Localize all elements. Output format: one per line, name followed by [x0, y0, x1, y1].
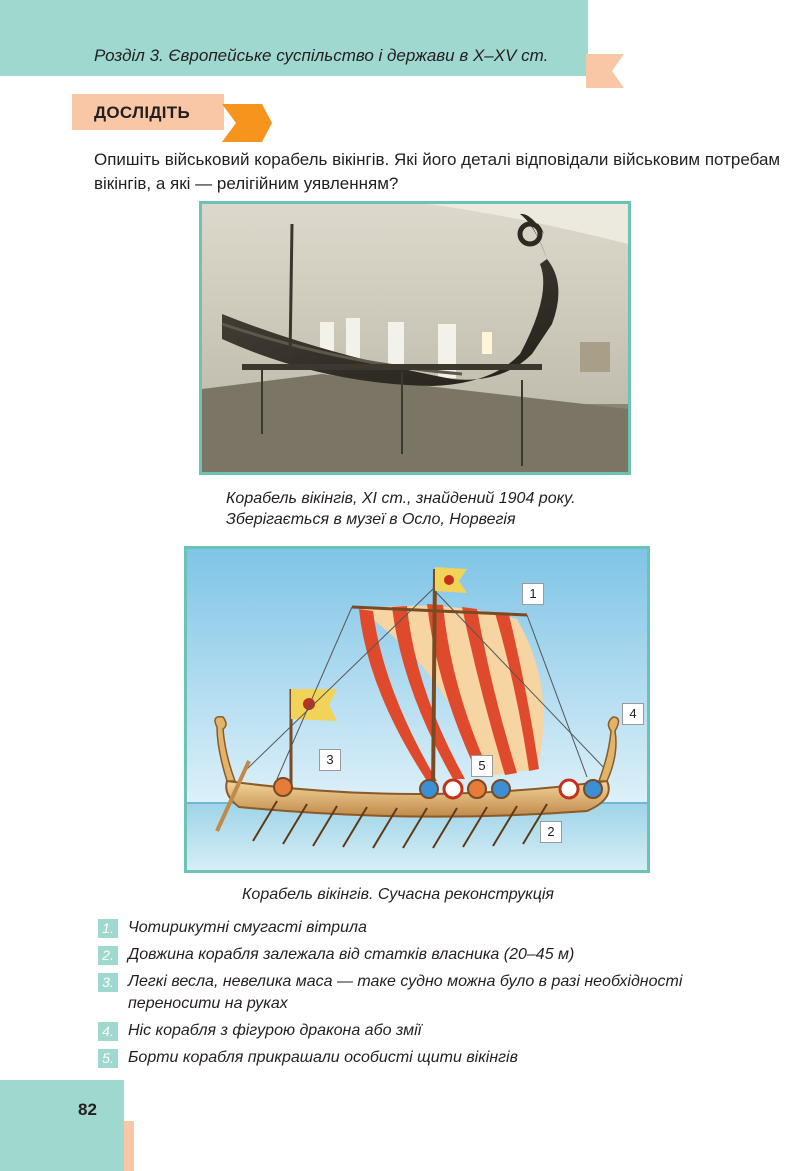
list-item [98, 971, 758, 1015]
ship-reconstruction-illustration [184, 546, 650, 873]
museum-ship-photo [199, 201, 631, 475]
list-item [98, 1020, 758, 1042]
callout-2: 2 [540, 821, 562, 843]
callout-3: 3 [319, 749, 341, 771]
list-item [98, 917, 758, 939]
list-item-number: 5. [98, 1049, 118, 1068]
photo-caption [226, 488, 646, 530]
list-item [98, 944, 758, 966]
list-item-text: Ніс корабля з фігурою дракона або змії [128, 1022, 422, 1039]
research-question: Опишіть військовий корабель вікінгів. Які його деталі відповідали військовим потребам вікінгів, а які — релігійним уявленням? [94, 150, 781, 193]
section-label-text: ДОСЛІДІТЬ [94, 103, 190, 122]
section-label-arrow-icon [222, 104, 272, 142]
section-label [72, 94, 262, 142]
chapter-title: Розділ 3. Європейське суспільство і держави в Х–XV ст. [94, 46, 549, 65]
illustration-caption: Корабель вікінгів. Сучасна реконструкція [242, 886, 554, 903]
list-item-text: Довжина корабля залежала від статків власника (20–45 м) [128, 946, 575, 963]
callout-1: 1 [522, 583, 544, 605]
page-number: 82 [78, 1100, 97, 1119]
callout-4: 4 [622, 703, 644, 725]
callout-5: 5 [471, 755, 493, 777]
list-item-number: 4. [98, 1022, 118, 1041]
header-ribbon-decoration [586, 54, 624, 88]
list-item-text: Легкі весла, невелика маса — таке судно можна було в разі необхідності переносити на руках [128, 973, 683, 1012]
list-item [98, 1047, 758, 1069]
page-number-band [0, 1080, 124, 1171]
list-item-text: Борти корабля прикрашали особисті щити вікінгів [128, 1049, 518, 1066]
list-item-number: 2. [98, 946, 118, 965]
list-item-text: Чотирикутні смугасті вітрила [128, 919, 367, 936]
page-number-strip [124, 1121, 134, 1171]
list-item-number: 1. [98, 919, 118, 938]
photo-caption-line-2: Зберігається в музеї в Осло, Норвегія [226, 511, 516, 528]
list-item-number: 3. [98, 973, 118, 992]
photo-caption-line-1: Корабель вікінгів, ХІ ст., знайдений 1904 року. [226, 490, 576, 507]
ship-features-list [98, 917, 758, 1074]
